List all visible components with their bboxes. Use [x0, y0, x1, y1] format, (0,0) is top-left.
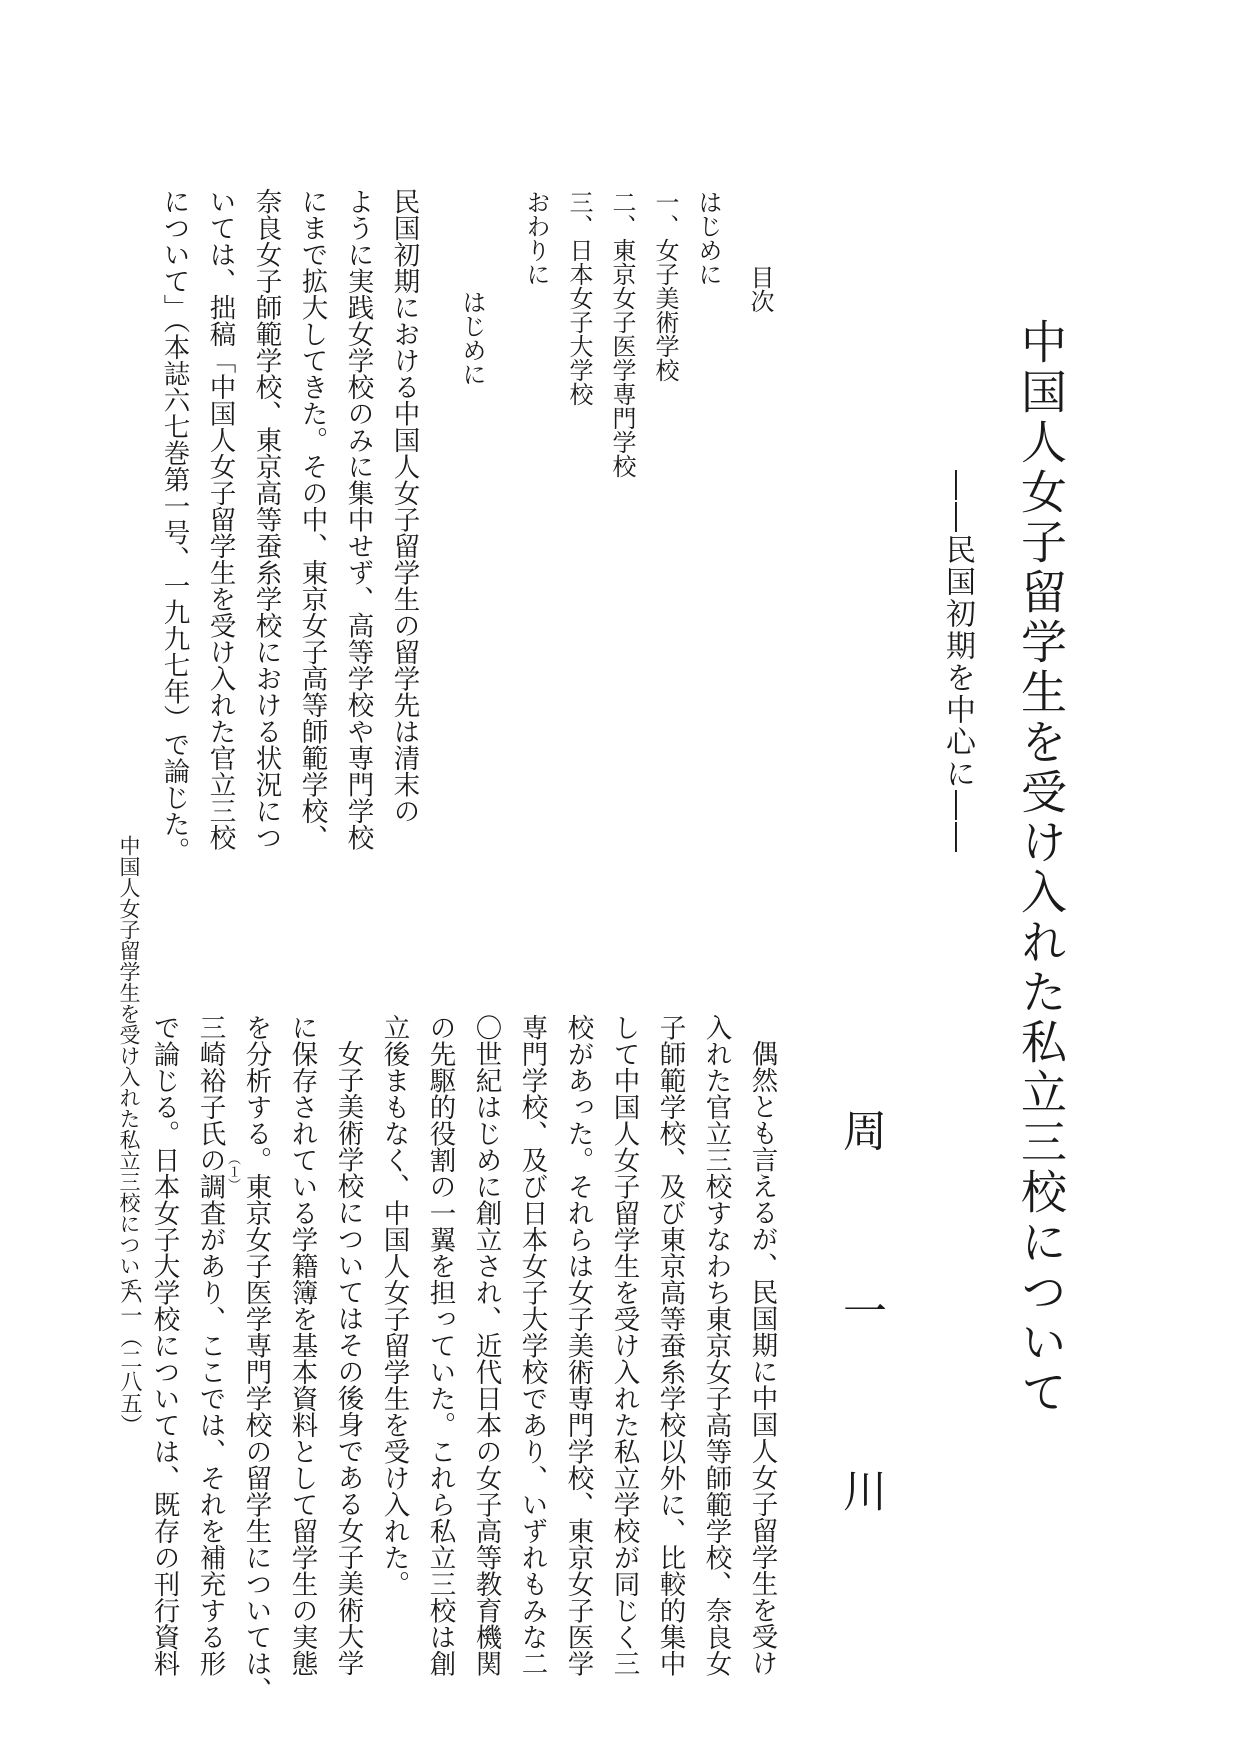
body-line: 校があった。それらは女子美術専門学校、東京女子医学: [562, 1014, 594, 1677]
body-line: について」（本誌六七巻第一号、一九九七年）で論じた。: [158, 188, 190, 864]
author-given-name-1: 一: [835, 1288, 886, 1332]
body-line: 奈良女子師範学校、東京高等蚕糸学校における状況につ: [250, 188, 282, 851]
body-line: いては、拙稿「中国人女子留学生を受け入れた官立三校: [204, 188, 236, 851]
body-line: を分析する。東京女子医学専門学校の留学生については、: [240, 1014, 272, 1703]
toc-item: おわりに: [522, 190, 550, 286]
body-line: 子師範学校、及び東京高等蚕糸学校以外に、比較的集中: [654, 1014, 686, 1677]
toc-item: 一、女子美術学校: [651, 190, 679, 382]
footnote-marker: （１）: [225, 1152, 240, 1191]
body-line: 立後まもなく、中国人女子留学生を受け入れた。: [378, 1014, 410, 1597]
page-number: 六一（二八五）: [117, 1282, 142, 1436]
toc-item: はじめに: [694, 190, 722, 286]
footnote-number: １: [225, 1165, 240, 1178]
body-line: ように実践女学校のみに集中せず、高等学校や専門学校: [342, 188, 374, 851]
body-line: 入れた官立三校すなわち東京女子高等師範学校、奈良女: [700, 1014, 732, 1677]
body-line: にまで拡大してきた。その中、東京女子高等師範学校、: [296, 188, 328, 851]
body-line: して中国人女子留学生を受け入れた私立学校が同じく三: [608, 1014, 640, 1677]
body-line: 偶然とも言えるが、民国期に中国人女子留学生を受け: [746, 1040, 778, 1676]
author-given-name-2: 川: [835, 1468, 886, 1512]
section-heading: はじめに: [458, 290, 486, 386]
body-line: 女子美術学校についてはその後身である女子美術大学: [332, 1040, 364, 1676]
author-family-name: 周: [835, 1108, 886, 1152]
body-line: 民国初期における中国人女子留学生の留学先は清末の: [388, 188, 420, 824]
toc-item: 二、東京女子医学専門学校: [608, 190, 636, 478]
running-title: 中国人女子留学生を受け入れた私立三校について: [117, 835, 141, 1297]
article-subtitle: ――民国初期を中心に――: [940, 470, 975, 854]
body-line: 専門学校、及び日本女子大学校であり、いずれもみな二: [516, 1014, 548, 1677]
body-line: 三崎裕子氏の調査があり、ここでは、それを補充する形: [194, 1014, 226, 1677]
article-title: 中国人女子留学生を受け入れた私立三校について: [1014, 318, 1068, 1418]
toc-heading: 目次: [746, 265, 774, 313]
body-line: に保存されている学籍簿を基本資料として留学生の実態: [286, 1014, 318, 1677]
body-line: で論じる。日本女子大学校については、既存の刊行資料: [148, 1014, 180, 1677]
body-line: の先駆的役割の一翼を担っていた。これら私立三校は創: [424, 1014, 456, 1677]
body-line: 〇世紀はじめに創立され、近代日本の女子高等教育機関: [470, 1014, 502, 1677]
toc-item: 三、日本女子大学校: [565, 190, 593, 406]
